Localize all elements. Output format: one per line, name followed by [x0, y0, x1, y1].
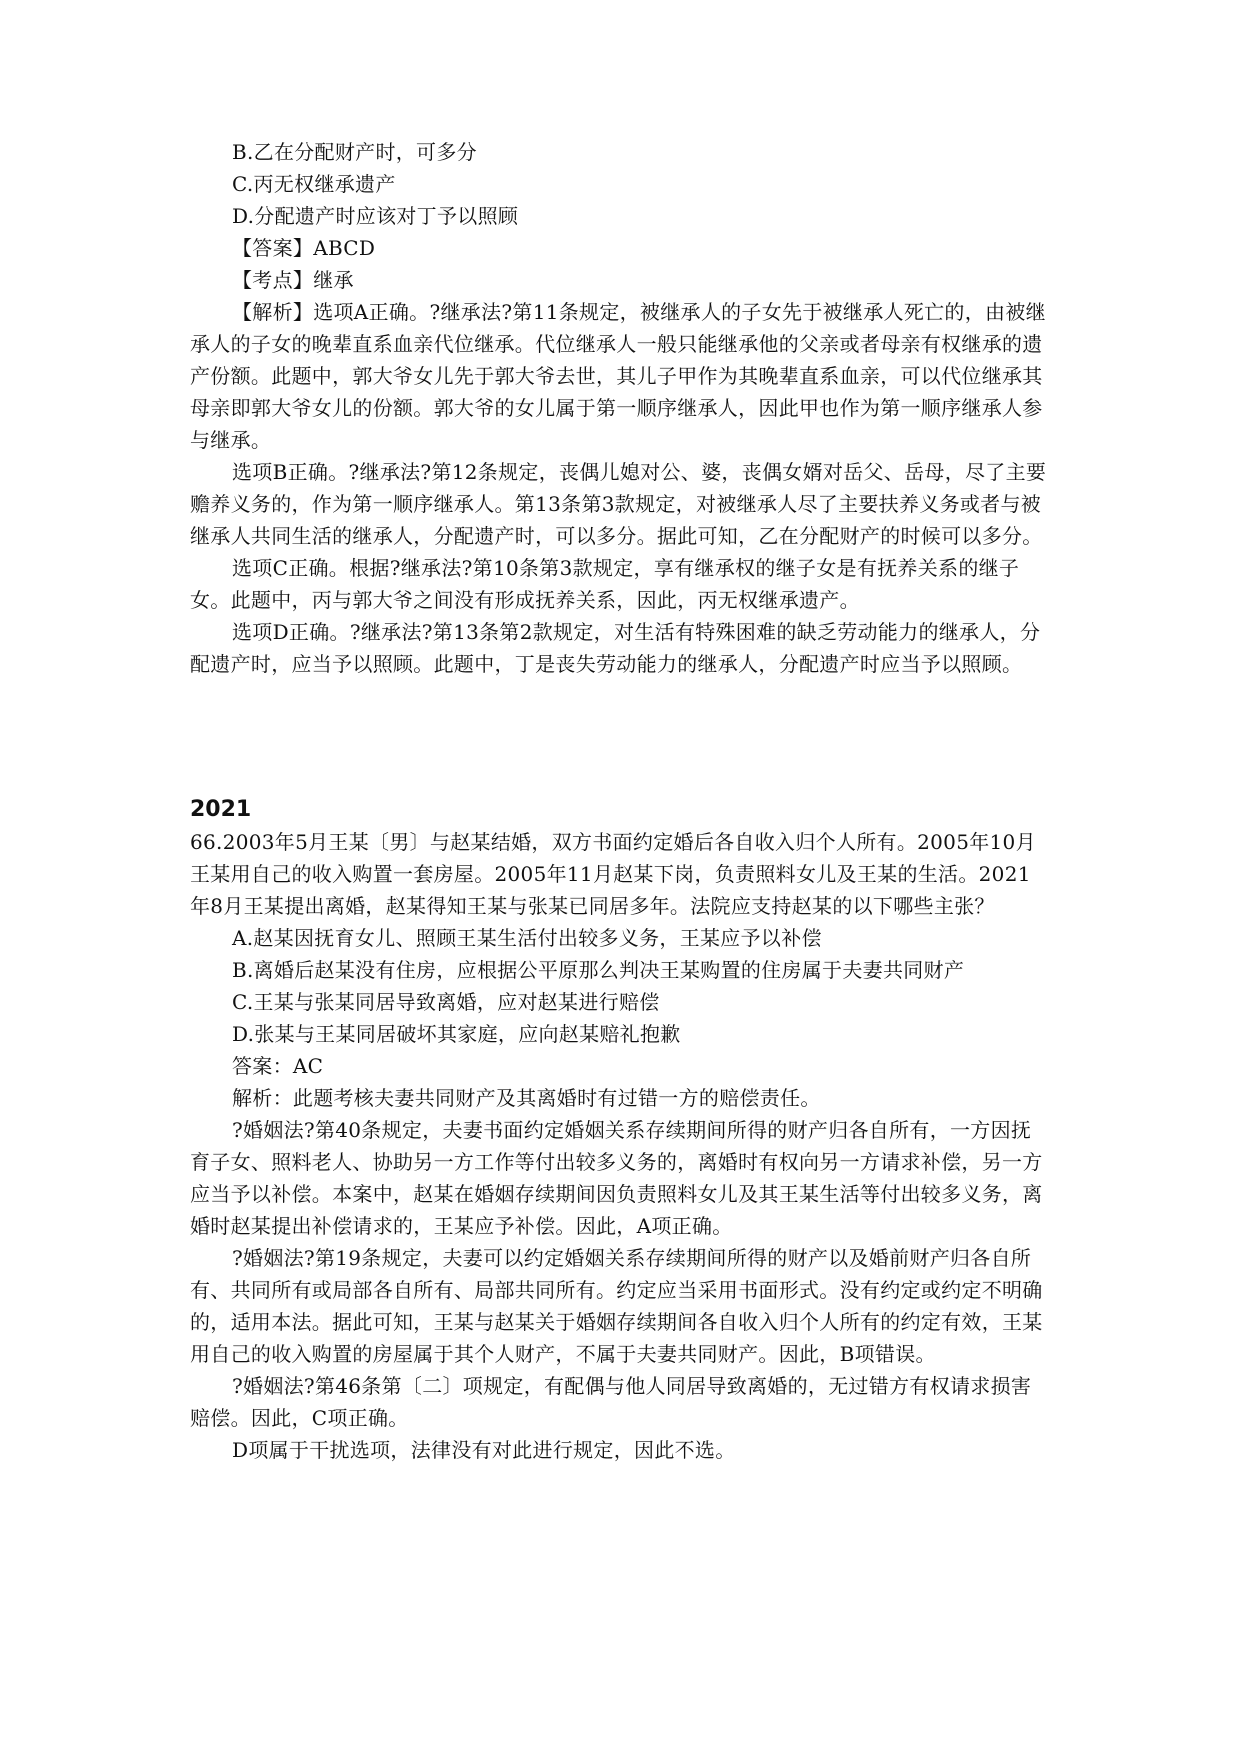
analysis-paragraph-3: ?婚姻法?第46条第〔二〕项规定，有配偶与他人同居导致离婚的，无过错方有权请求损害赔偿。因此，C项正确。 [190, 1374, 1032, 1430]
analysis-paragraph-2: ?婚姻法?第19条规定，夫妻可以约定婚姻关系存续期间所得的财产以及婚前财产归各自所有、共同所有或局部各自所有、局部共同所有。约定应当采用书面形式。没有约定或约定不明确的，适用本法。据此可知，王某与赵某关于婚姻存续期间各自收入归个人所有的约定有效，王某用自己的收入购置的房屋属于其个人财产，不属于夫妻共同财产。因此，B项错误。 [190, 1246, 1043, 1366]
option-c: C.王某与张某同居导致离婚，应对赵某进行赔偿 [232, 990, 660, 1014]
answer-line: 答案：AC [232, 1054, 324, 1078]
option-c: C.丙无权继承遗产 [232, 172, 396, 196]
analysis-paragraph-a: 【解析】选项A正确。?继承法?第11条规定，被继承人的子女先于被继承人死亡的，由被继承人的子女的晚辈直系血亲代位继承。代位继承人一般只能继承他的父亲或者母亲有权继承的遗产份额。此题中，郭大爷女儿先于郭大爷去世，其儿子甲作为其晚辈直系血亲，可以代位继承其母亲即郭大爷女儿的份额。郭大爷的女儿属于第一顺序继承人，因此甲也作为第一顺序继承人参与继承。 [190, 300, 1046, 452]
option-b: B.乙在分配财产时，可多分 [232, 140, 477, 164]
analysis-paragraph-b: 选项B正确。?继承法?第12条规定，丧偶儿媳对公、婆，丧偶女婿对岳父、岳母，尽了主要赡养义务的，作为第一顺序继承人。第13条第3款规定，对被继承人尽了主要扶养义务或者与被继承人共同生活的继承人，分配遗产时，可以多分。据此可知，乙在分配财产的时候可以多分。 [190, 460, 1047, 548]
year-heading: 2021 [190, 797, 252, 822]
option-d: D.分配遗产时应该对丁予以照顾 [232, 204, 519, 228]
marriage-question-section [190, 794, 1050, 1466]
analysis-paragraph-d: 选项D正确。?继承法?第13条第2款规定，对生活有特殊困难的缺乏劳动能力的继承人，分配遗产时，应当予以照顾。此题中，丁是丧失劳动能力的继承人，分配遗产时应当予以照顾。 [190, 620, 1041, 676]
analysis-intro: 解析：此题考核夫妻共同财产及其离婚时有过错一方的赔偿责任。 [232, 1086, 821, 1110]
analysis-paragraph-4: D项属于干扰选项，法律没有对此进行规定，因此不选。 [232, 1438, 736, 1462]
answer-line: 【答案】ABCD [232, 236, 376, 260]
analysis-paragraph-1: ?婚姻法?第40条规定，夫妻书面约定婚姻关系存续期间所得的财产归各自所有，一方因抚育子女、照料老人、协助另一方工作等付出较多义务的，离婚时有权向另一方请求补偿，另一方应当予以补偿。本案中，赵某在婚姻存续期间因负责照料女儿及其王某生活等付出较多义务，离婚时赵某提出补偿请求的，王某应予补偿。因此，A项正确。 [190, 1118, 1043, 1238]
option-b: B.离婚后赵某没有住房，应根据公平原那么判决王某购置的住房属于夫妻共同财产 [232, 958, 965, 982]
inheritance-question-section [190, 136, 1050, 680]
question-text: 66.2003年5月王某〔男〕与赵某结婚，双方书面约定婚后各自收入归个人所有。2005年10月王某用自己的收入购置一套房屋。2005年11月赵某下岗，负责照料女儿及王某的生活。2021年8月王某提出离婚，赵某得知王某与张某已同居多年。法院应支持赵某的以下哪些主张？ [190, 830, 1036, 918]
analysis-paragraph-c: 选项C正确。根据?继承法?第10条第3款规定，享有继承权的继子女是有抚养关系的继子女。此题中，丙与郭大爷之间没有形成抚养关系，因此，丙无权继承遗产。 [190, 556, 1020, 612]
option-d: D.张某与王某同居破坏其家庭，应向赵某赔礼抱歉 [232, 1022, 681, 1046]
exam-point-line: 【考点】继承 [232, 268, 354, 292]
option-a: A.赵某因抚育女儿、照顾王某生活付出较多义务，王某应予以补偿 [232, 926, 822, 950]
